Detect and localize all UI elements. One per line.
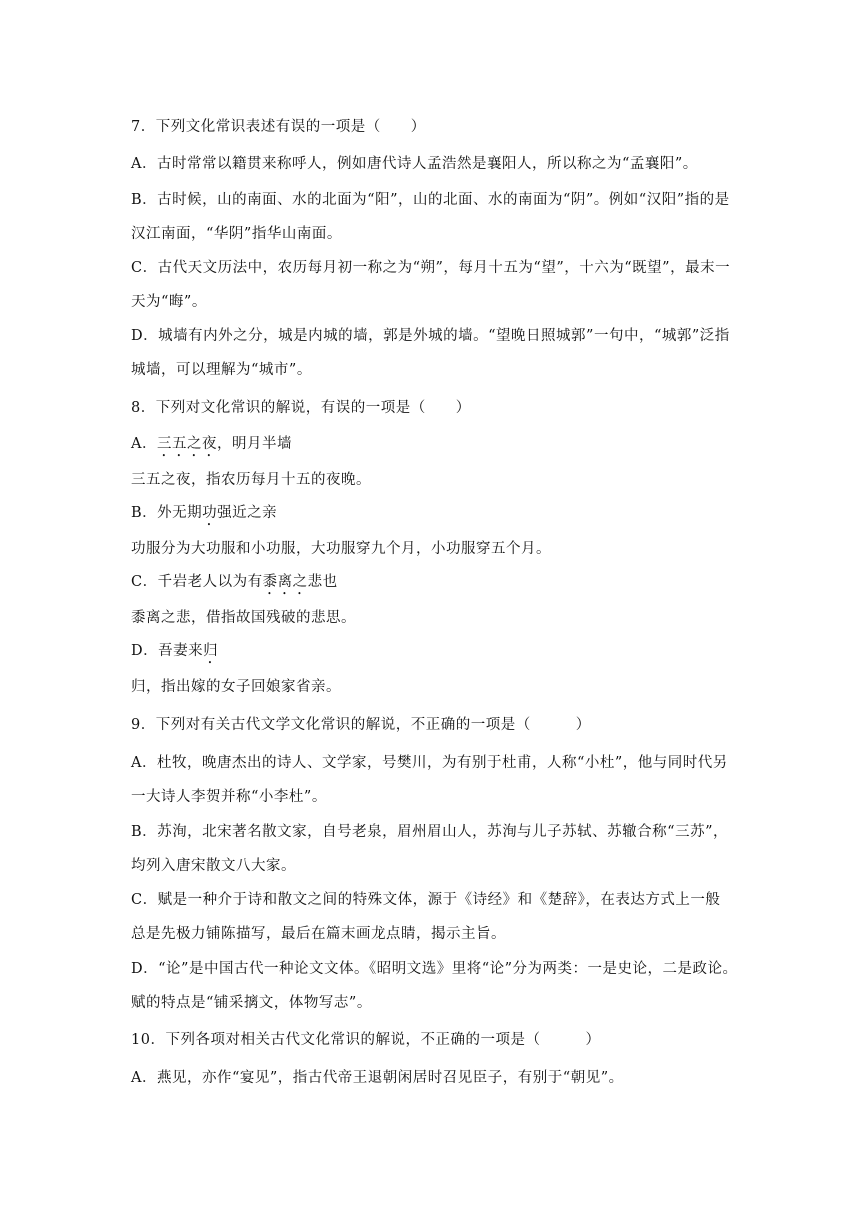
question-9-option-c-line2: 总是先极力铺陈描写，最后在篇末画龙点睛，揭示主旨。 (131, 926, 506, 942)
question-7-option-b-line1: B．古时候，山的南面、水的北面为“阳”，山的北面、水的南面为“阴”。例如“汉阳”指的是 (131, 192, 730, 208)
question-8-stem: 8．下列对文化常识的解说，有误的一项是（ ） (131, 400, 471, 416)
question-9-option-b-line2: 均列入唐宋散文八大家。 (131, 858, 296, 874)
question-7-option-d-line2: 城墙，可以理解为“城市”。 (131, 362, 312, 378)
question-8-option-d-note: 归，指出嫁的女子回娘家省亲。 (131, 679, 341, 695)
question-7-option-c-line2: 天为“晦”。 (131, 294, 207, 310)
emphasized-term: 三五之夜 (156, 436, 217, 452)
question-7-option-d-line1: D．城墙有内外之分，城是内城的墙，郭是外城的墙。“望晚日照城郭”一句中，“城郭”泛指 (131, 328, 730, 344)
question-8-option-b (131, 503, 277, 529)
option-d-prefix: D．吾妻来 (131, 643, 204, 659)
emphasized-term: 归 (203, 643, 219, 659)
question-7-stem: 7．下列文化常识表述有误的一项是（ ） (131, 119, 426, 135)
question-10-stem: 10．下列各项对相关古代文化常识的解说，不正确的一项是（ ） (131, 1032, 601, 1048)
option-a-suffix: ，明月半墙 (216, 436, 292, 452)
option-b-suffix: 强近之亲 (217, 505, 278, 521)
question-7-option-a: A．古时常常以籍贯来称呼人，例如唐代诗人孟浩然是襄阳人，所以称之为“孟襄阳”。 (131, 156, 698, 172)
question-9-stem: 9．下列对有关古代文学文化常识的解说，不正确的一项是（ ） (131, 717, 591, 733)
question-9-option-c-line1: C．赋是一种介于诗和散文之间的特殊文体，源于《诗经》和《楚辞》，在表达方式上一般 (131, 892, 721, 908)
question-8-option-a-note: 三五之夜，指农历每月十五的夜晚。 (131, 472, 371, 488)
question-10-option-a: A．燕见，亦作“宴见”，指古代帝王退朝闲居时召见臣子，有别于“朝见”。 (131, 1070, 624, 1086)
option-b-prefix: B．外无期 (131, 505, 203, 521)
question-9-option-d-line2: 赋的特点是“铺采摛文，体物写志”。 (131, 995, 372, 1011)
question-9-option-a-line1: A．杜牧，晚唐杰出的诗人、文学家，号樊川，为有别于杜甫，人称“小杜”，他与同时代另 (131, 755, 728, 771)
question-9-option-b-line1: B．苏洵，北宋著名散文家，自号老泉，眉州眉山人，苏洵与儿子苏轼、苏辙合称“三苏”， (131, 824, 728, 840)
option-c-prefix: C．千岩老人以为有 (131, 574, 263, 590)
question-7-option-c-line1: C．古代天文历法中，农历每月初一称之为“朔”，每月十五为“望”，十六为“既望”，最末一 (131, 260, 731, 276)
option-a-prefix: A． (131, 436, 157, 452)
question-8-option-d (131, 641, 218, 667)
option-c-suffix: 悲也 (307, 574, 338, 590)
emphasized-term: 功 (202, 505, 218, 521)
question-7-option-b-line2: 汉江南面，“华阴”指华山南面。 (131, 226, 342, 242)
question-8-option-b-note: 功服分为大功服和小功服，大功服穿九个月，小功服穿五个月。 (131, 541, 551, 557)
question-9-option-d-line1: D．“论”是中国古代一种论文文体。《昭明文选》里将“论”分为两类：一是史论，二是政论。 (131, 961, 738, 977)
question-8-option-c (131, 572, 338, 598)
emphasized-term: 黍离之 (262, 574, 308, 590)
question-9-option-a-line2: 一大诗人李贺并称“小李杜”。 (131, 789, 327, 805)
question-8-option-c-note: 黍离之悲，借指故国残破的悲思。 (131, 610, 356, 626)
question-8-option-a (131, 434, 292, 460)
